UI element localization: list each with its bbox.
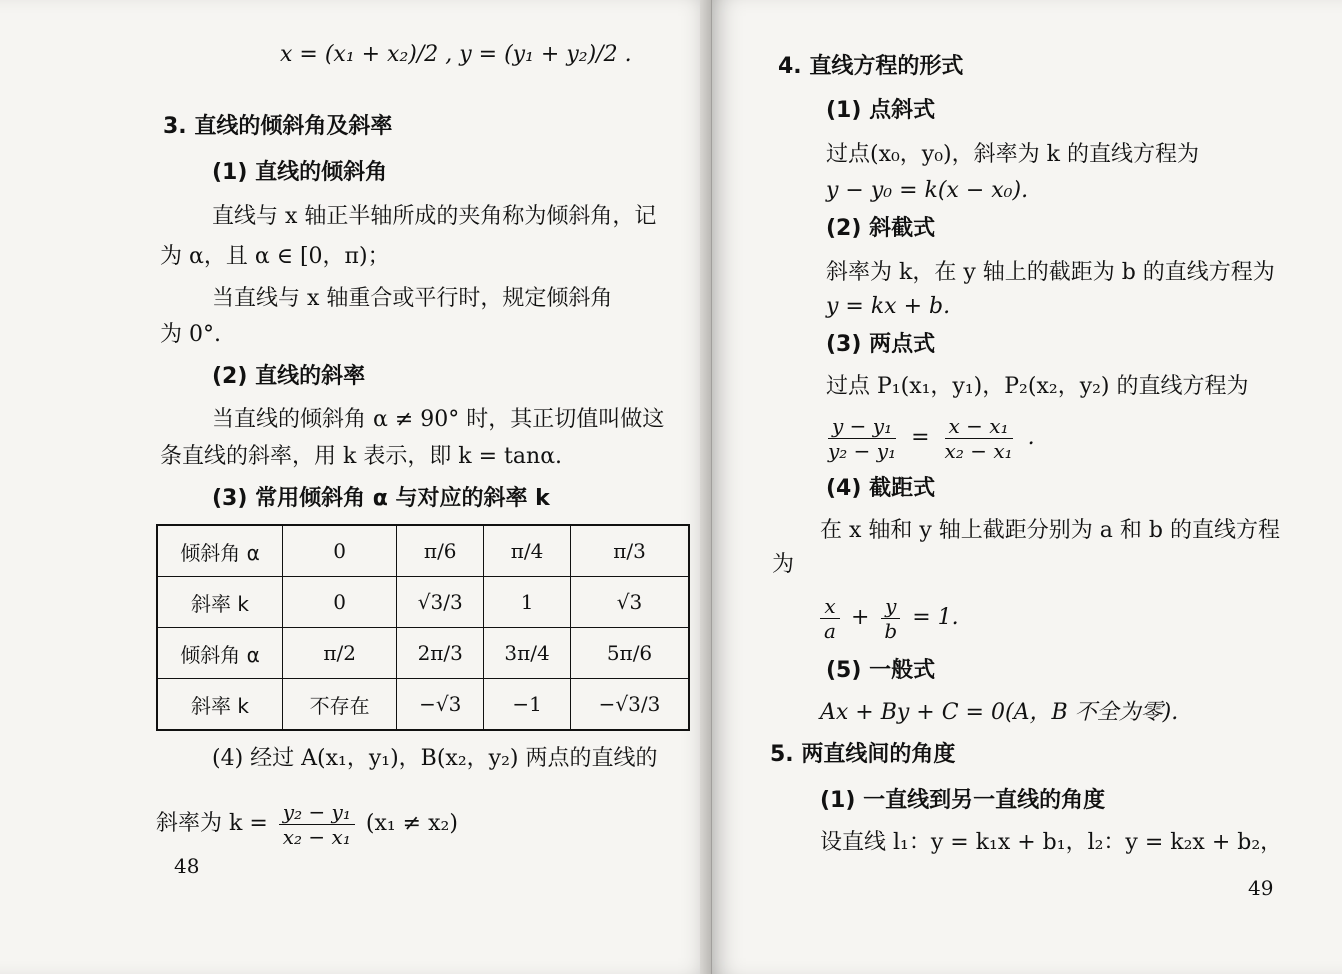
- table-cell: 倾斜角 α: [157, 525, 283, 577]
- table-row: [157, 628, 689, 679]
- table-cell: 0: [283, 525, 397, 577]
- angle-between-lines-text: 设直线 l₁：y = k₁x + b₁，l₂：y = k₂x + b₂，: [820, 830, 1283, 855]
- inclination-text-3: 当直线与 x 轴重合或平行时，规定倾斜角: [212, 286, 613, 311]
- page-number-left: 48: [174, 854, 200, 878]
- two-point-slope-formula: [156, 796, 458, 852]
- table-cell: −√3: [397, 679, 484, 731]
- fraction-denominator: b: [884, 618, 898, 643]
- table-cell: 3π/4: [484, 628, 571, 679]
- slope-fraction: [279, 800, 355, 849]
- point-slope-text: 过点(x₀，y₀)，斜率为 k 的直线方程为: [826, 142, 1199, 167]
- intercept-form-equation: [816, 590, 959, 646]
- general-form-equation: Ax + By + C = 0(A，B 不全为零).: [820, 700, 1179, 725]
- table-cell: −1: [484, 679, 571, 731]
- slope-intercept-text: 斜率为 k，在 y 轴上的截距为 b 的直线方程为: [826, 260, 1275, 285]
- table-cell: 倾斜角 α: [157, 628, 283, 679]
- intercept-fraction-x: [820, 594, 840, 643]
- table-cell: 5π/6: [571, 628, 690, 679]
- table-cell: 1: [484, 577, 571, 628]
- intercept-form-text-2: 为: [772, 552, 795, 577]
- table-cell: 斜率 k: [157, 577, 283, 628]
- slope-text-2: 条直线的斜率，用 k 表示，即 k = tanα.: [160, 444, 563, 469]
- two-point-fraction-left: [824, 414, 900, 463]
- table-cell: 斜率 k: [157, 679, 283, 731]
- section-4-title: 4. 直线方程的形式: [778, 54, 964, 79]
- two-point-equation: [820, 410, 1035, 466]
- table-row: [157, 525, 689, 577]
- table-cell: −√3/3: [571, 679, 690, 731]
- fraction-denominator: a: [824, 618, 836, 643]
- table-cell: 不存在: [283, 679, 397, 731]
- fraction-denominator: y₂ − y₁: [828, 438, 897, 463]
- slope-intercept-equation: y = kx + b.: [826, 294, 951, 319]
- intercept-fraction-y: [880, 594, 901, 643]
- table-cell: √3/3: [397, 577, 484, 628]
- midpoint-formula: [280, 40, 632, 70]
- equation-period: .: [1027, 425, 1035, 450]
- two-point-slope-text: (4) 经过 A(x₁，y₁)，B(x₂，y₂) 两点的直线的: [212, 746, 658, 771]
- table-cell: 0: [283, 577, 397, 628]
- section-5-title: 5. 两直线间的角度: [770, 742, 956, 767]
- table-cell: π/6: [397, 525, 484, 577]
- right-page: [712, 0, 1342, 974]
- intercept-form-text-1: 在 x 轴和 y 轴上截距分别为 a 和 b 的直线方程: [820, 518, 1280, 543]
- fraction-numerator: x: [820, 594, 839, 619]
- slope-angle-table: [156, 524, 690, 731]
- angle-between-lines-title: (1) 一直线到另一直线的角度: [820, 788, 1106, 813]
- point-slope-title: (1) 点斜式: [826, 98, 936, 123]
- table-cell: π/3: [571, 525, 690, 577]
- slope-formula-prefix: 斜率为 k =: [156, 811, 268, 836]
- fraction-denominator: x₂ − x₁: [944, 438, 1013, 463]
- table-cell: π/2: [283, 628, 397, 679]
- section-3-title: 3. 直线的倾斜角及斜率: [163, 114, 393, 139]
- inclination-text-1: 直线与 x 轴正半轴所成的夹角称为倾斜角，记: [212, 204, 657, 229]
- two-point-fraction-right: [941, 414, 1017, 463]
- subsection-common-angles-title: (3) 常用倾斜角 α 与对应的斜率 k: [212, 486, 550, 511]
- table-cell: √3: [571, 577, 690, 628]
- slope-intercept-title: (2) 斜截式: [826, 216, 936, 241]
- fraction-numerator: x − x₁: [945, 414, 1013, 439]
- table-row: [157, 577, 689, 628]
- midpoint-formula-text: x = (x₁ + x₂)/2 , y = (y₁ + y₂)/2 .: [280, 42, 632, 67]
- plus-sign: +: [850, 605, 870, 630]
- fraction-numerator: y − y₁: [828, 414, 896, 439]
- point-slope-equation: y − y₀ = k(x − x₀).: [826, 178, 1029, 203]
- inclination-text-2: 为 α，且 α ∈ [0，π)；: [160, 244, 390, 269]
- intercept-form-title: (4) 截距式: [826, 476, 936, 501]
- table-cell: 2π/3: [397, 628, 484, 679]
- slope-fraction-numerator: y₂ − y₁: [279, 800, 355, 825]
- inclination-text-4: 为 0°.: [160, 322, 221, 347]
- subsection-inclination-title: (1) 直线的倾斜角: [212, 160, 388, 185]
- two-point-text: 过点 P₁(x₁，y₁)，P₂(x₂，y₂) 的直线方程为: [826, 374, 1249, 399]
- table-row: [157, 679, 689, 731]
- subsection-slope-title: (2) 直线的斜率: [212, 364, 366, 389]
- two-point-title: (3) 两点式: [826, 332, 936, 357]
- equals-sign: =: [911, 425, 930, 450]
- fraction-numerator: y: [881, 594, 900, 619]
- table-cell: π/4: [484, 525, 571, 577]
- general-form-title: (5) 一般式: [826, 658, 936, 683]
- page-number-right: 49: [1248, 876, 1274, 900]
- slope-text-1: 当直线的倾斜角 α ≠ 90° 时，其正切值叫做这: [212, 407, 665, 432]
- slope-fraction-denominator: x₂ − x₁: [282, 824, 351, 849]
- slope-formula-condition: (x₁ ≠ x₂): [365, 811, 458, 836]
- equation-end: = 1.: [912, 605, 959, 630]
